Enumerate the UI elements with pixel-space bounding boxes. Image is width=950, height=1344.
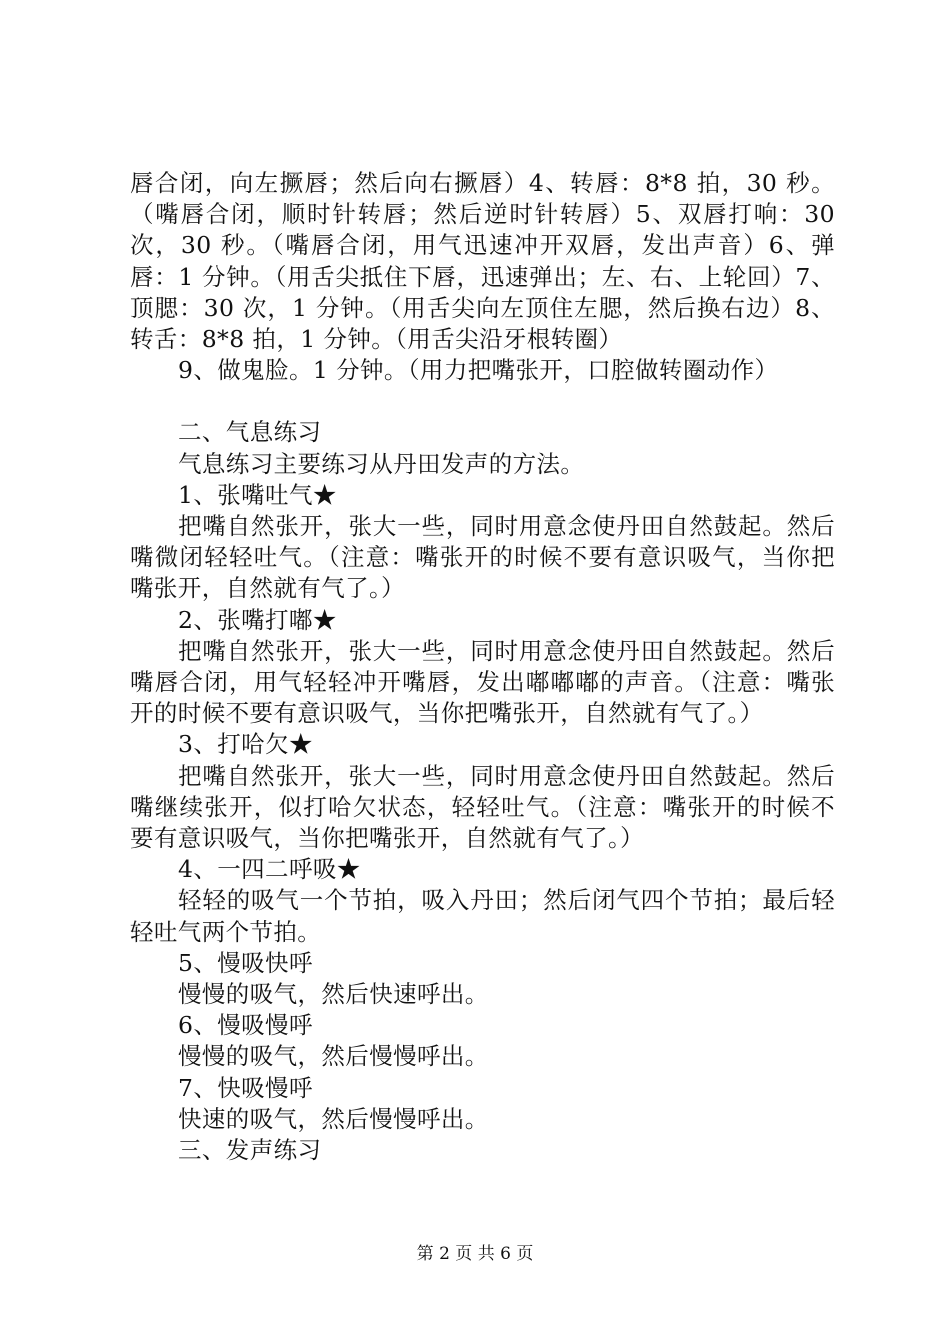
paragraph-item-5: 慢慢的吸气，然后快速呼出。 <box>178 980 489 1009</box>
item-heading-7: 7、快吸慢呼 <box>178 1073 313 1102</box>
item-heading-5: 5、慢吸快呼 <box>178 948 313 977</box>
paragraph-item-7: 快速的吸气，然后慢慢呼出。 <box>178 1104 489 1133</box>
section-heading-breathing: 二、气息练习 <box>178 418 322 447</box>
paragraph-item-6: 慢慢的吸气，然后慢慢呼出。 <box>178 1042 489 1071</box>
paragraph-item-1: 把嘴自然张开，张大一些，同时用意念使丹田自然鼓起。然后嘴微闭轻轻吐气。（注意：嘴张开的时候不要有意识吸气，当你把嘴张开，自然就有气了。） <box>130 512 835 603</box>
paragraph-gap <box>130 386 835 417</box>
item-heading-3: 3、打哈欠★ <box>178 730 313 759</box>
paragraph-breathing-intro: 气息练习主要练习从丹田发声的方法。 <box>178 449 585 478</box>
item-heading-6: 6、慢吸慢呼 <box>178 1011 313 1040</box>
paragraph-item-4: 轻轻的吸气一个节拍，吸入丹田；然后闭气四个节拍；最后轻轻吐气两个节拍。 <box>130 886 835 946</box>
paragraph-funny-face: 9、做鬼脸。1 分钟。（用力把嘴张开，口腔做转圈动作） <box>178 356 779 385</box>
paragraph-item-3: 把嘴自然张开，张大一些，同时用意念使丹田自然鼓起。然后嘴继续张开，似打哈欠状态，轻轻吐气。（注意：嘴张开的时候不要有意识吸气，当你把嘴张开，自然就有气了。） <box>130 761 835 853</box>
item-heading-1: 1、张嘴吐气★ <box>178 480 337 509</box>
document-body <box>130 168 835 1166</box>
item-heading-4: 4、一四二呼吸★ <box>178 855 361 884</box>
item-heading-2: 2、张嘴打嘟★ <box>178 605 337 634</box>
paragraph-item-2: 把嘴自然张开，张大一些，同时用意念使丹田自然鼓起。然后嘴唇合闭，用气轻轻冲开嘴唇，发出嘟嘟嘟的声音。（注意：嘴张开的时候不要有意识吸气，当你把嘴张开，自然就有气了。） <box>130 636 835 728</box>
paragraph-lip-exercises: 唇合闭，向左撅唇；然后向右撅唇）4、转唇：8*8 拍，30 秒。（嘴唇合闭，顺时针转唇；然后逆时针转唇）5、双唇打响：30 次，30 秒。（嘴唇合闭，用气迅速冲开双唇，发出声音）6、弹唇：1 分钟。（用舌尖抵住下唇，迅速弹出；左、右、上轮回）7、顶腮：30 次，1 分钟。（用舌尖向左顶住左腮，然后换右边）8、转舌：8*8 拍，1 分钟。（用舌尖沿牙根转圈） <box>130 169 835 354</box>
section-heading-vocalization: 三、发声练习 <box>178 1136 322 1165</box>
page-footer: 第 2 页 共 6 页 <box>416 1244 534 1264</box>
